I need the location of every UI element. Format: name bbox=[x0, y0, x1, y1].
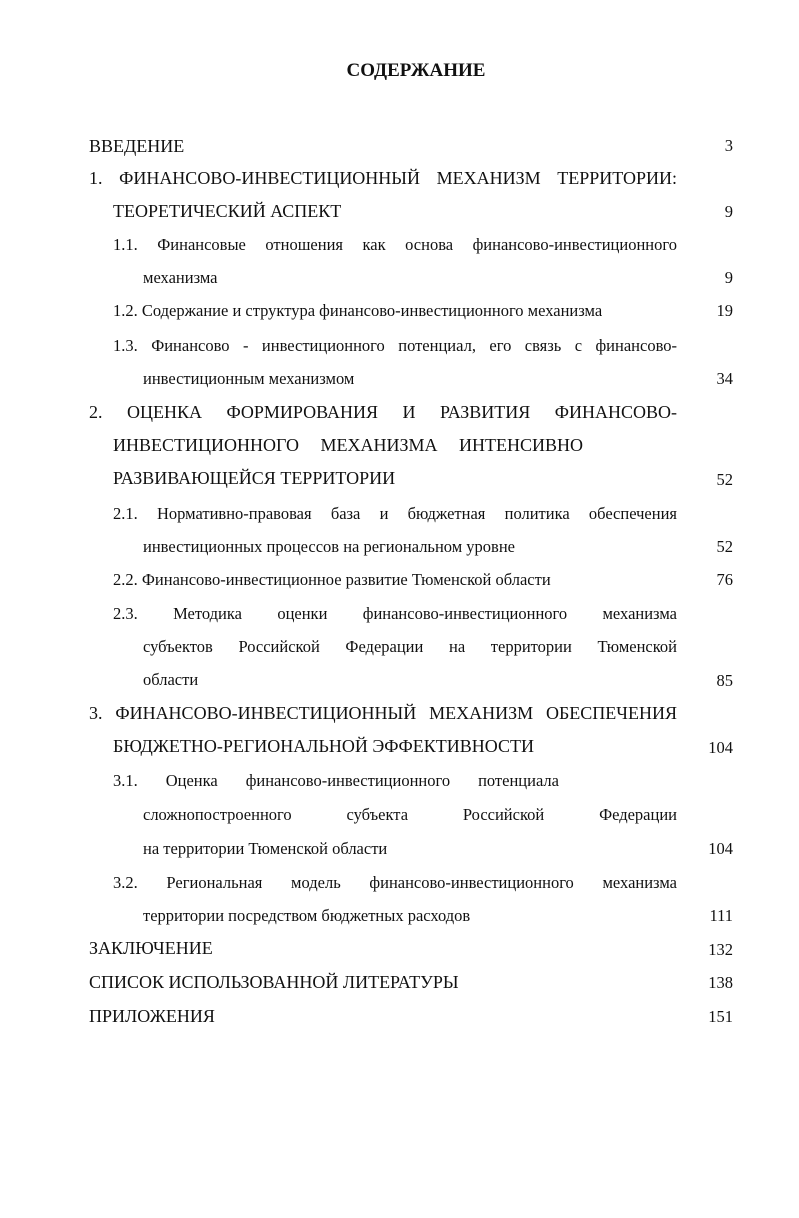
toc-section-2-1: 2.1. Нормативно-правовая база и бюджетная политика обеспечения bbox=[113, 504, 677, 523]
toc-section-2-3: 2.3. Методика оценки финансово-инвестиционного механизма bbox=[113, 604, 677, 623]
toc-section-3-1: 3.1. Оценка финансово-инвестиционного потенциала bbox=[113, 771, 559, 790]
page-title: СОДЕРЖАНИЕ bbox=[346, 60, 486, 81]
toc-intro: ВВЕДЕНИЕ bbox=[89, 136, 185, 156]
toc-page-number: 19 bbox=[716, 301, 733, 320]
toc-chapter-2-cont: ИНВЕСТИЦИОННОГО МЕХАНИЗМА ИНТЕНСИВНО bbox=[113, 435, 583, 455]
toc-page-number: 132 bbox=[708, 940, 733, 959]
toc-section-1-1-cont: механизма bbox=[143, 268, 218, 287]
toc-page-number: 111 bbox=[709, 906, 733, 925]
toc-page-number: 52 bbox=[716, 470, 733, 489]
toc-section-1-2: 1.2. Содержание и структура финансово-инвестиционного механизма bbox=[113, 301, 603, 320]
toc-page-number: 3 bbox=[724, 136, 733, 155]
toc-page-number: 151 bbox=[708, 1007, 733, 1026]
toc-chapter-2-cont: РАЗВИВАЮЩЕЙСЯ ТЕРРИТОРИИ bbox=[113, 468, 396, 488]
toc-section-2-1-cont: инвестиционных процессов на региональном уровне bbox=[143, 537, 515, 556]
toc-page-number: 52 bbox=[716, 537, 733, 556]
toc-page-number: 85 bbox=[716, 671, 733, 690]
toc-section-3-1-cont: сложнопостроенного субъекта Российской Федерации bbox=[143, 805, 677, 824]
toc-chapter-3-cont: БЮДЖЕТНО-РЕГИОНАЛЬНОЙ ЭФФЕКТИВНОСТИ bbox=[113, 736, 534, 756]
toc-page-number: 104 bbox=[708, 839, 733, 858]
toc-appendices: ПРИЛОЖЕНИЯ bbox=[89, 1006, 215, 1026]
toc-page-number: 9 bbox=[724, 202, 733, 221]
toc-page-number: 34 bbox=[716, 369, 733, 388]
toc-chapter-1: 1. ФИНАНСОВО-ИНВЕСТИЦИОННЫЙ МЕХАНИЗМ ТЕРРИТОРИИ: bbox=[89, 168, 677, 188]
toc-section-2-3-cont: области bbox=[143, 670, 199, 689]
toc-section-1-3: 1.3. Финансово - инвестиционного потенциал, его связь с финансово- bbox=[113, 336, 677, 355]
toc-chapter-3: 3. ФИНАНСОВО-ИНВЕСТИЦИОННЫЙ МЕХАНИЗМ ОБЕСПЕЧЕНИЯ bbox=[89, 703, 677, 723]
toc-section-1-3-cont: инвестиционным механизмом bbox=[143, 369, 355, 388]
toc-section-3-2-cont: территории посредством бюджетных расходов bbox=[143, 906, 471, 925]
toc-chapter-2: 2. ОЦЕНКА ФОРМИРОВАНИЯ И РАЗВИТИЯ ФИНАНСОВО- bbox=[89, 402, 677, 422]
toc-page-number: 76 bbox=[716, 570, 733, 589]
toc-conclusion: ЗАКЛЮЧЕНИЕ bbox=[89, 938, 213, 958]
toc-page-number: 104 bbox=[708, 738, 733, 757]
toc-section-3-1-cont: на территории Тюменской области bbox=[143, 839, 388, 858]
toc-section-2-2: 2.2. Финансово-инвестиционное развитие Тюменской области bbox=[113, 570, 551, 589]
toc-page-number: 138 bbox=[708, 973, 733, 992]
toc-section-1-1: 1.1. Финансовые отношения как основа финансово-инвестиционного bbox=[113, 235, 677, 254]
toc-page-number: 9 bbox=[724, 268, 733, 287]
toc-section-2-3-cont: субъектов Российской Федерации на территории Тюменской bbox=[143, 637, 677, 656]
toc-section-3-2: 3.2. Региональная модель финансово-инвестиционного механизма bbox=[113, 873, 677, 892]
toc-chapter-1-cont: ТЕОРЕТИЧЕСКИЙ АСПЕКТ bbox=[113, 201, 342, 221]
toc-bibliography: СПИСОК ИСПОЛЬЗОВАННОЙ ЛИТЕРАТУРЫ bbox=[89, 972, 459, 992]
